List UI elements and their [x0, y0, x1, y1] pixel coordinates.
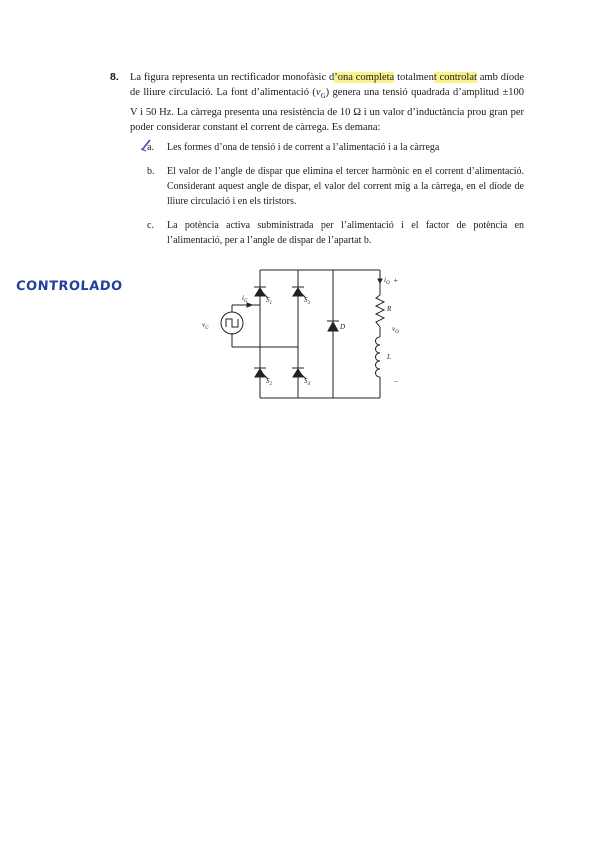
load-voltage-label: $v_O$ [392, 325, 399, 335]
resistor-label: R [387, 305, 392, 313]
rectifier-circuit-diagram [195, 265, 410, 405]
problem-text-part: amb díode de lliure circulació. La font d’alimentació ( [130, 72, 525, 99]
question-item-c [147, 218, 524, 248]
question-list [147, 140, 524, 257]
thyristor-s1-label: $S_1$ [266, 296, 272, 306]
handwritten-annotation: CONTROLADO [15, 279, 124, 294]
thyristor-s4-label: $S_4$ [304, 377, 310, 387]
question-label: a. [147, 142, 154, 153]
thyristor-s3-label: $S_3$ [304, 296, 310, 306]
problem-text-part: La figura representa un rectificador monofàsic d [130, 72, 335, 83]
inductor-label: L [387, 353, 391, 361]
question-text: El valor de l’angle de dispar que elimina el tercer harmònic en el corrent d’alimentació. Considerant aquest angle de dispar, el valor del corrent mig a la càrrega, en el díode de lliure circulació i en els tiristors. [167, 166, 524, 207]
problem-text [130, 70, 524, 135]
highlight-ona-completa: ’ona completa [334, 72, 395, 83]
problem-number: 8. [110, 71, 119, 83]
minus-sign: − [393, 377, 399, 386]
vg-subscript: G [320, 92, 326, 101]
thyristor-s2-label: $S_2$ [266, 377, 272, 387]
plus-sign: + [393, 276, 399, 285]
question-label: c. [147, 220, 154, 231]
question-label: b. [147, 166, 155, 177]
question-item-a [147, 140, 524, 155]
question-item-b [147, 164, 524, 209]
source-current-label: $i_G$ [242, 294, 248, 304]
question-text: La potència activa subministrada per l’alimentació i el factor de potència en l’alimentació, per a l’angle de dispar de l’apartat b. [167, 220, 524, 246]
diode-label: D [340, 323, 346, 331]
highlight-controlat: t controlat [433, 72, 477, 83]
problem-text-part: totalmen [394, 72, 434, 83]
question-text: Les formes d’ona de tensió i de corrent a l’alimentació i a la càrrega [167, 142, 440, 153]
source-voltage-label: $v_G$ [202, 321, 209, 331]
load-current-label: $i_O$ [384, 276, 390, 286]
vg-symbol: v [315, 87, 321, 99]
problem-text-part: ) genera una tensió quadrada d’amplitud ±100 V i 50 Hz. La càrrega presenta una resistència de 10 Ω i un valor d’inductància prou gran per poder considerar constant el corrent de càrrega. Es demana: [130, 87, 524, 133]
problem-statement [112, 70, 524, 135]
